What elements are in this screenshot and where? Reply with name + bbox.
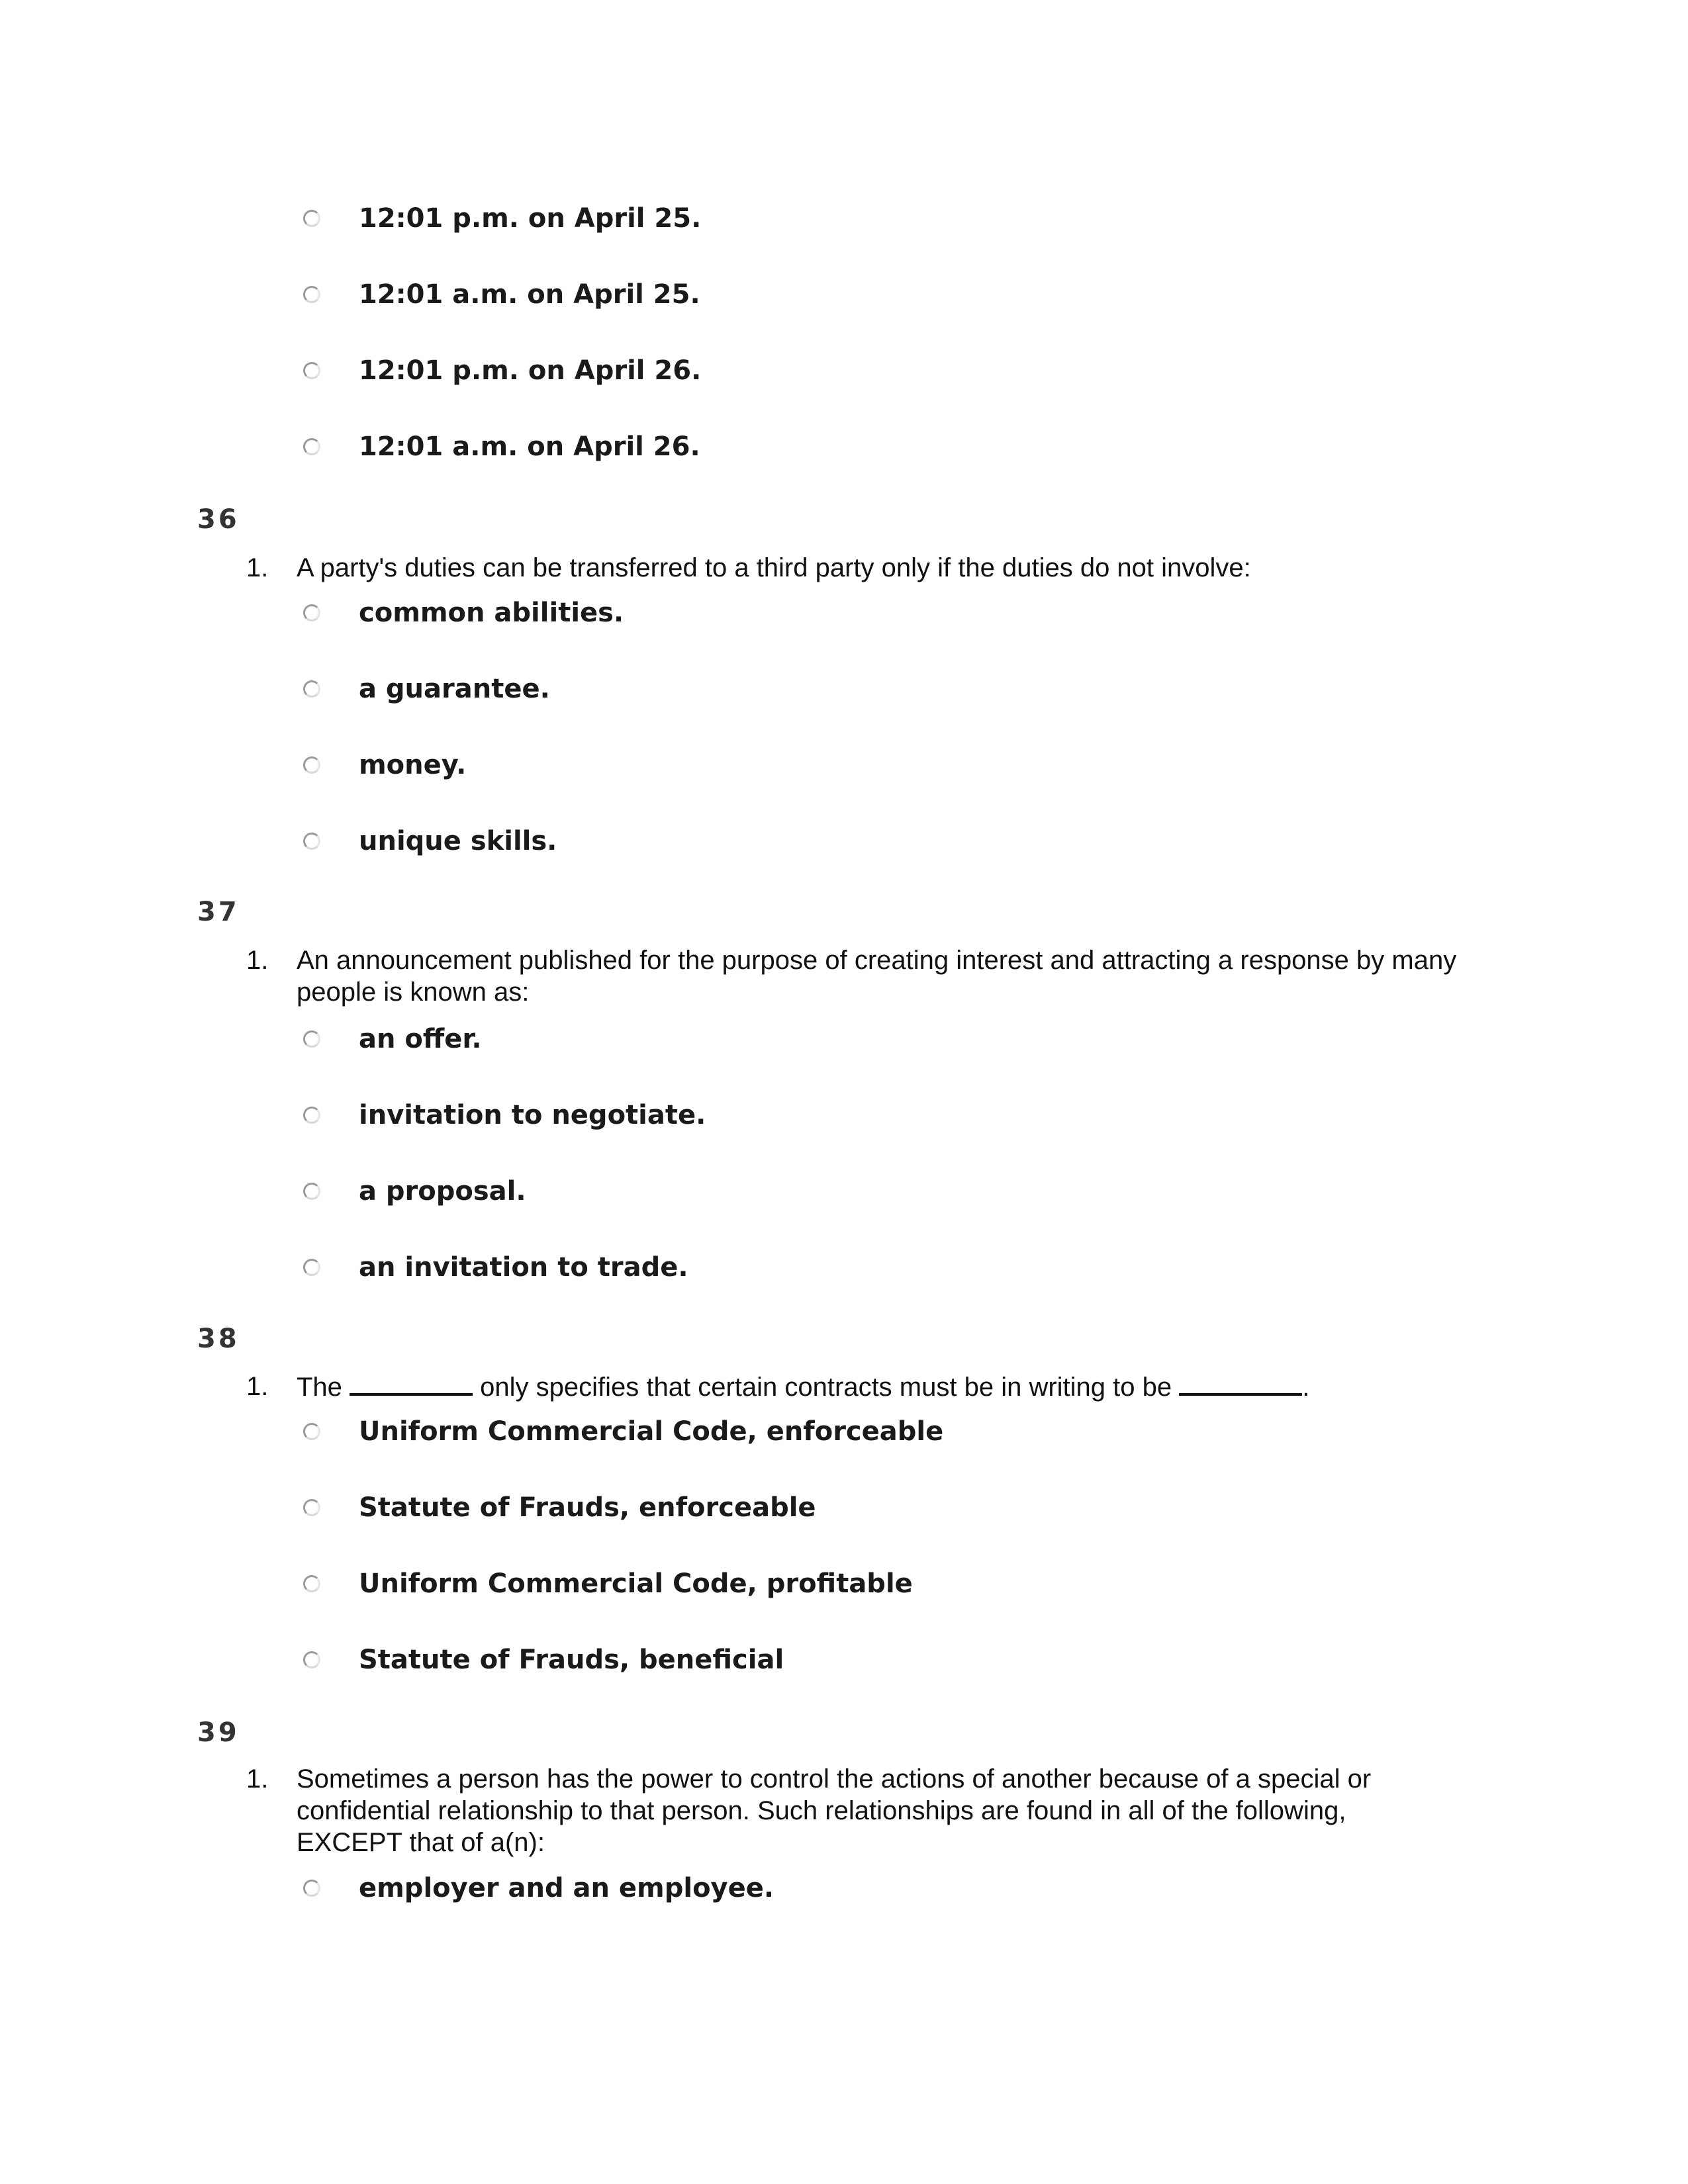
radio-button-icon[interactable] (303, 362, 320, 379)
answer-option-label: Statute of Frauds, beneficial (359, 1645, 784, 1675)
question-text: A party's duties can be transferred to a third party only if the duties do not involve: (297, 553, 1251, 582)
question-text: An announcement published for the purpose of creating interest and attracting a response by many people is known as: (297, 946, 1457, 1007)
answer-option[interactable] (303, 351, 701, 390)
fill-in-blank (1179, 1371, 1302, 1396)
answer-option-label: 12:01 a.m. on April 25. (359, 279, 700, 310)
radio-button-icon[interactable] (303, 1499, 320, 1516)
answer-option[interactable] (303, 1412, 943, 1451)
answer-option[interactable] (303, 1564, 913, 1604)
answer-option[interactable] (303, 1248, 688, 1287)
answer-option-label: invitation to negotiate. (359, 1100, 706, 1130)
item-number: 1. (246, 553, 269, 582)
radio-button-icon[interactable] (303, 680, 320, 698)
answer-option-label: money. (359, 750, 467, 780)
question-text: Sometimes a person has the power to control the actions of another because of a special or confidential relationship to that person. Such relationships are found in all of the following, EXCEPT that of a(n): (297, 1764, 1372, 1857)
radio-button-icon[interactable] (303, 438, 320, 455)
answer-option[interactable] (303, 669, 550, 709)
question-number: 39 (197, 1717, 240, 1748)
answer-option-label: a proposal. (359, 1176, 526, 1206)
answer-option[interactable] (303, 275, 700, 314)
question-number: 36 (197, 504, 240, 535)
answer-option-label: unique skills. (359, 826, 557, 856)
answer-option-label: Uniform Commercial Code, enforceable (359, 1416, 944, 1447)
fill-in-blank (350, 1371, 473, 1396)
item-number: 1. (246, 946, 269, 975)
answer-option-label: an offer. (359, 1024, 482, 1054)
question-text: The only specifies that certain contracts must be in writing to be . (297, 1371, 1458, 1403)
answer-option-label: 12:01 p.m. on April 26. (359, 355, 702, 386)
answer-option-label: 12:01 p.m. on April 25. (359, 203, 702, 234)
answer-option[interactable] (303, 1019, 482, 1059)
question-prompt (246, 944, 1458, 1008)
radio-button-icon[interactable] (303, 1880, 320, 1897)
radio-button-icon[interactable] (303, 1575, 320, 1592)
answer-option[interactable] (303, 1488, 816, 1527)
answer-option[interactable] (303, 427, 700, 467)
answer-option[interactable] (303, 593, 624, 633)
question-number: 37 (197, 897, 240, 927)
answer-option[interactable] (303, 1640, 784, 1680)
answer-option[interactable] (303, 745, 466, 785)
answer-option-label: common abilities. (359, 598, 624, 628)
answer-option-label: employer and an employee. (359, 1873, 774, 1903)
radio-button-icon[interactable] (303, 1259, 320, 1276)
question-prompt (246, 1763, 1458, 1858)
question-prompt (246, 1371, 1458, 1403)
radio-button-icon[interactable] (303, 833, 320, 850)
radio-button-icon[interactable] (303, 286, 320, 303)
radio-button-icon[interactable] (303, 604, 320, 621)
radio-button-icon[interactable] (303, 1107, 320, 1124)
answer-option[interactable] (303, 1171, 526, 1211)
answer-option[interactable] (303, 1095, 706, 1135)
item-number: 1. (246, 1372, 269, 1401)
answer-option[interactable] (303, 1868, 774, 1908)
answer-option-label: Statute of Frauds, enforceable (359, 1492, 816, 1523)
radio-button-icon[interactable] (303, 1030, 320, 1048)
radio-button-icon[interactable] (303, 1423, 320, 1440)
answer-option[interactable] (303, 821, 557, 861)
radio-button-icon[interactable] (303, 210, 320, 227)
item-number: 1. (246, 1764, 269, 1794)
radio-button-icon[interactable] (303, 756, 320, 774)
question-number: 38 (197, 1324, 240, 1354)
radio-button-icon[interactable] (303, 1183, 320, 1200)
answer-option-label: Uniform Commercial Code, profitable (359, 1569, 913, 1599)
answer-option-label: a guarantee. (359, 674, 550, 704)
answer-option-label: 12:01 a.m. on April 26. (359, 432, 700, 462)
question-prompt (246, 552, 1458, 584)
answer-option[interactable] (303, 199, 701, 238)
radio-button-icon[interactable] (303, 1651, 320, 1668)
answer-option-label: an invitation to trade. (359, 1252, 688, 1283)
